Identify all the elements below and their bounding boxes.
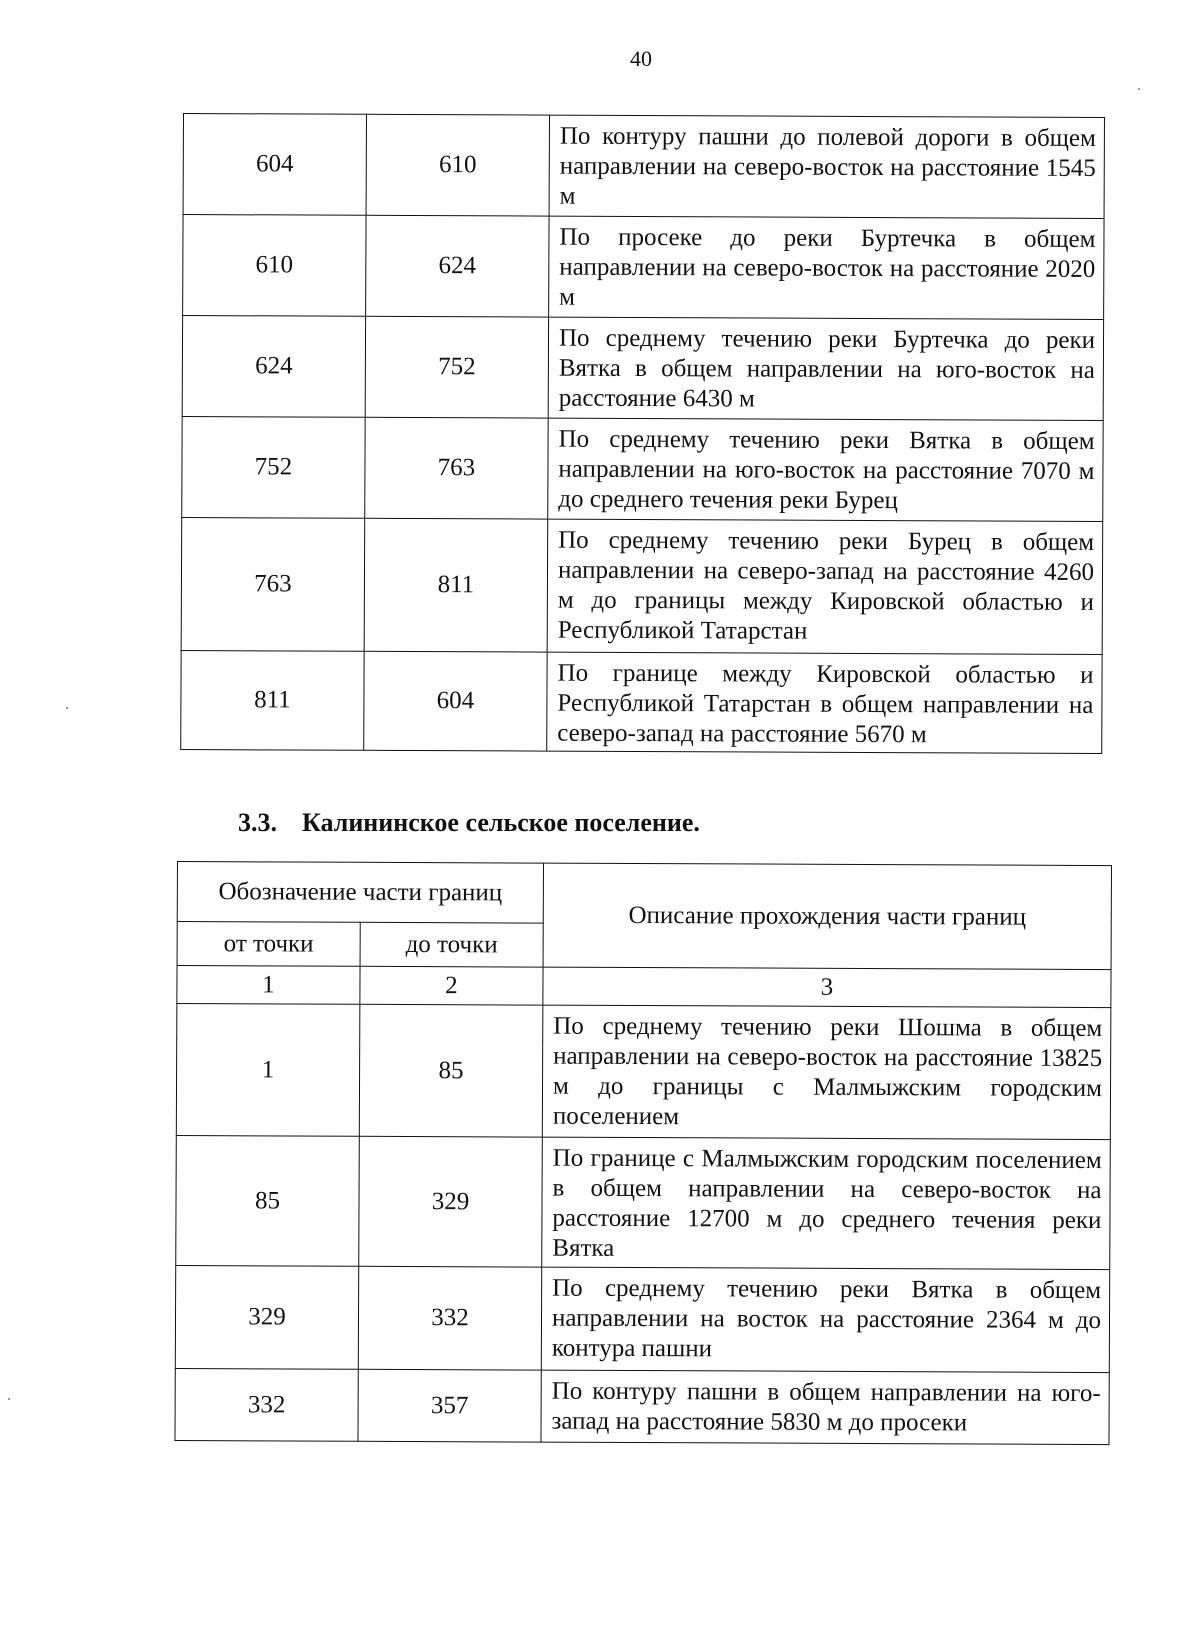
description-cell: По среднему течению реки Шошма в общем направлении на северо-восток на расстояние 13825 м до границы с Малмыжским городским поселением — [542, 1005, 1111, 1139]
boundary-table-continued — [180, 113, 1105, 754]
to-point-cell: 604 — [364, 651, 547, 751]
header-description: Описание прохождения части границ — [543, 863, 1111, 969]
to-point-cell: 610 — [366, 114, 549, 216]
table-row — [176, 1004, 1111, 1140]
from-point-cell: 610 — [183, 215, 366, 317]
to-point-cell: 85 — [359, 1004, 543, 1137]
boundary-table-kalininskoe — [174, 861, 1112, 1445]
table-row — [181, 517, 1103, 654]
header-boundary-designation: Обозначение части границ — [177, 862, 543, 924]
column-number: 3 — [543, 967, 1111, 1007]
column-number: 2 — [360, 966, 543, 1005]
from-point-cell: 85 — [176, 1135, 360, 1266]
table-row — [183, 215, 1104, 320]
scan-speck — [66, 707, 68, 709]
to-point-cell: 811 — [364, 518, 548, 652]
from-point-cell: 604 — [183, 114, 366, 216]
header-from-point: от точки — [177, 922, 360, 967]
from-point-cell: 763 — [181, 517, 365, 651]
description-cell: По контуру пашни в общем направлении на юго-запад на расстояние 5830 м до просеки — [541, 1370, 1109, 1444]
table-header-row — [177, 862, 1111, 926]
to-point-cell: 624 — [366, 215, 549, 317]
description-cell: По просеке до реки Буртечка в общем направлении на северо-восток на расстояние 2020 м — [549, 216, 1104, 319]
scan-speck — [8, 1398, 10, 1400]
table-row — [176, 1135, 1111, 1269]
table-row — [182, 316, 1103, 421]
description-cell: По среднему течению реки Буртечка до реки Вятка в общем направлении на юго-восток на расстояние 6430 м — [548, 317, 1103, 420]
table-row — [181, 650, 1102, 753]
description-cell: По среднему течению реки Вятка в общем направлении на восток на расстояние 2364 м до контура пашни — [541, 1267, 1109, 1372]
description-cell: По контуру пашни до полевой дороги в общем направлении на северо-восток на расстояние 1545 м — [549, 115, 1104, 218]
to-point-cell: 357 — [358, 1369, 541, 1442]
from-point-cell: 1 — [176, 1004, 360, 1137]
section-number: 3.3. — [238, 808, 277, 837]
from-point-cell: 332 — [175, 1368, 358, 1441]
scan-speck — [1138, 88, 1140, 90]
to-point-cell: 763 — [365, 417, 548, 519]
header-to-point: до точки — [360, 922, 543, 967]
table-row — [175, 1265, 1109, 1372]
from-point-cell: 752 — [182, 416, 365, 518]
table-row — [175, 1368, 1109, 1444]
to-point-cell: 752 — [365, 316, 548, 418]
table-row — [183, 114, 1104, 219]
from-point-cell: 329 — [175, 1265, 358, 1369]
to-point-cell: 332 — [358, 1266, 541, 1370]
description-cell: По среднему течению реки Бурец в общем направлении на северо-запад на расстояние 4260 м до границы между Кировской областью и Республикой Татарстан — [547, 519, 1103, 654]
table-row — [182, 416, 1103, 521]
page-number: 40 — [630, 46, 652, 71]
from-point-cell: 624 — [182, 316, 365, 418]
from-point-cell: 811 — [181, 650, 364, 750]
column-number-row — [177, 966, 1111, 1008]
description-cell: По границе между Кировской областью и Республикой Татарстан в общем направлении на северо-запад на расстояние 5670 м — [547, 652, 1102, 753]
description-cell: По границе с Малмыжским городским поселением в общем направлении на северо-восток на расстояние 12700 м до среднего течения реки Вятка — [542, 1137, 1111, 1269]
to-point-cell: 329 — [359, 1136, 543, 1267]
description-cell: По среднему течению реки Вятка в общем направлении на юго-восток на расстояние 7070 м до среднего течения реки Бурец — [548, 418, 1103, 521]
column-number: 1 — [177, 966, 360, 1005]
section-heading — [238, 808, 700, 838]
section-title: Калининское сельское поселение. — [302, 808, 700, 837]
